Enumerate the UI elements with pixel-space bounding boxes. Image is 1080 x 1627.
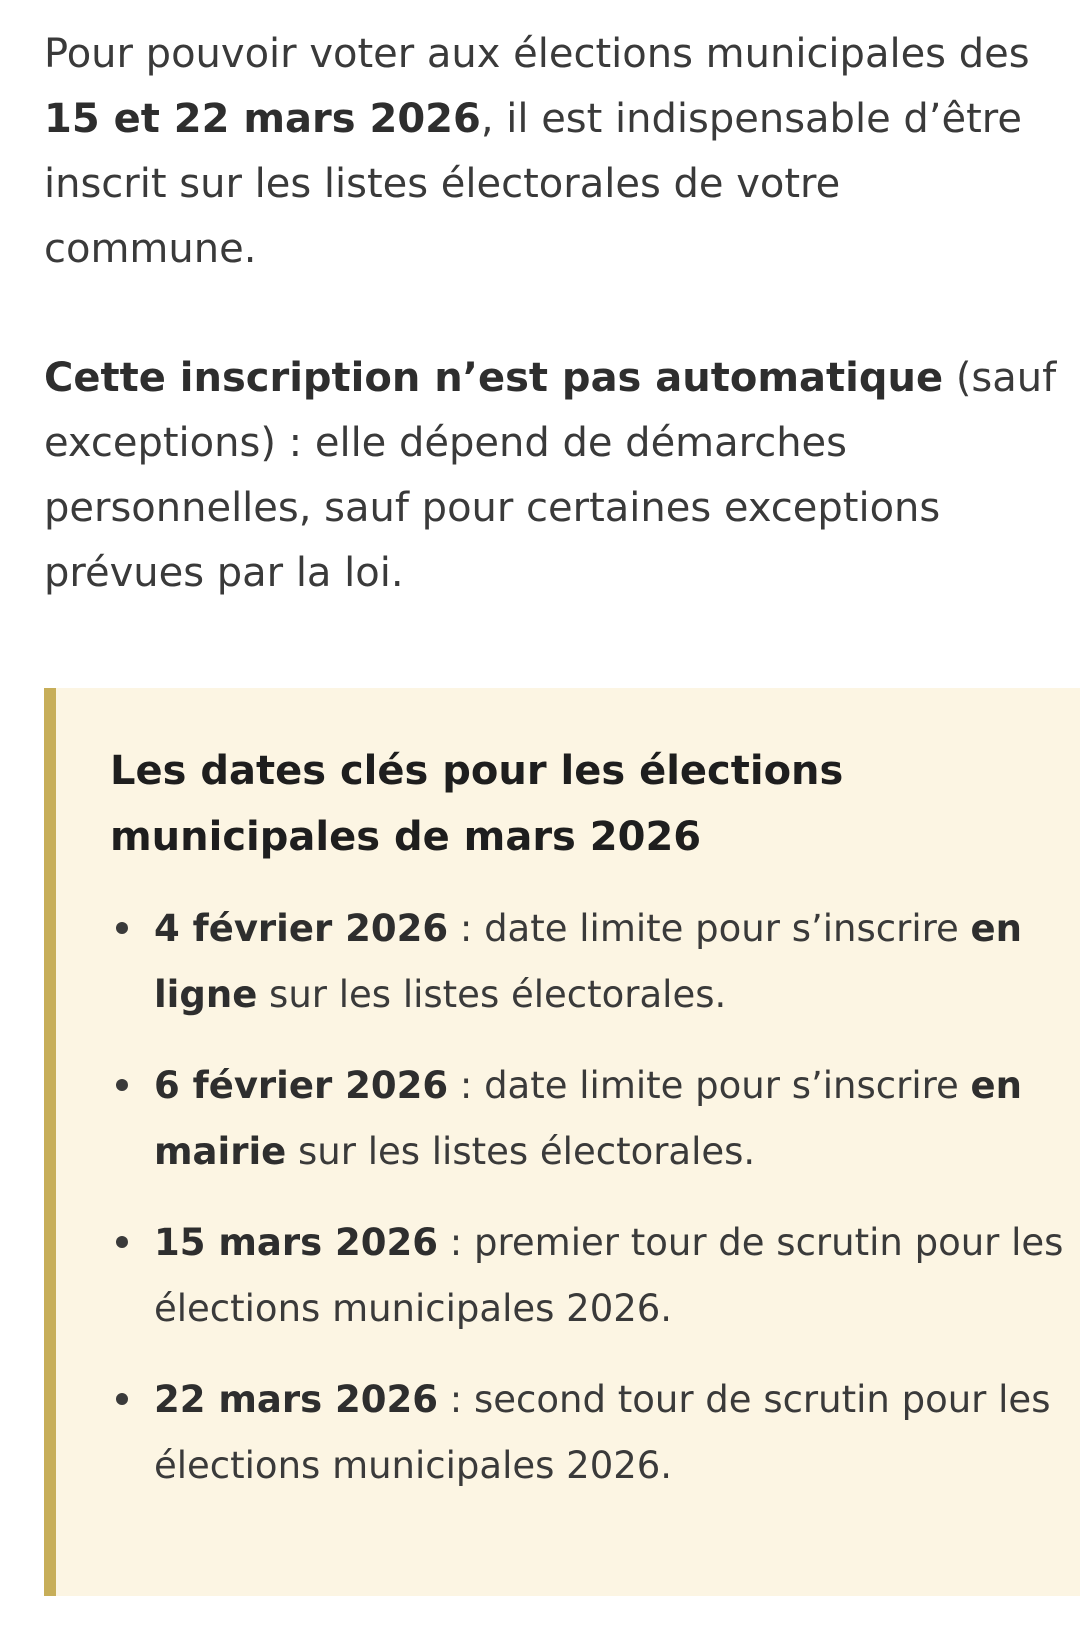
list-item xyxy=(114,1210,1063,1342)
list-item-line-1 xyxy=(154,1210,1063,1276)
date-label: 6 février 2026 xyxy=(154,1064,449,1107)
list-item-line-1 xyxy=(154,1367,1063,1433)
intro-line-3: inscrit sur les listes électorales de votre xyxy=(44,161,841,207)
list-item-emphasis: ligne xyxy=(154,973,258,1016)
callout-title-line-1: Les dates clés pour les élections xyxy=(110,748,844,794)
list-item-emphasis: en xyxy=(970,1064,1022,1107)
list-item-line-2: élections municipales 2026. xyxy=(154,1444,673,1487)
list-item-line-2 xyxy=(154,962,1063,1028)
list-item-line-2 xyxy=(154,1119,1063,1185)
notice-line-1-rest: (sauf xyxy=(943,355,1057,401)
callout-title xyxy=(110,738,843,870)
intro-paragraph xyxy=(44,22,1080,282)
key-dates-list xyxy=(114,896,1063,1524)
list-item-text: : date limite pour s’inscrire xyxy=(448,1064,971,1107)
list-item xyxy=(114,896,1063,1028)
intro-line-2 xyxy=(44,87,1080,152)
election-dates-bold: 15 et 22 mars 2026 xyxy=(44,96,481,142)
list-item-line-1 xyxy=(154,896,1063,962)
notice-line-2: exceptions) : elle dépend de démarches xyxy=(44,420,848,466)
notice-line-4: prévues par la loi. xyxy=(44,550,404,596)
date-label: 15 mars 2026 xyxy=(154,1221,439,1264)
notice-paragraph xyxy=(44,346,1080,606)
key-dates-callout xyxy=(44,688,1080,1596)
intro-line-2-rest: , il est indispensable d’être xyxy=(480,96,1022,142)
list-item xyxy=(114,1053,1063,1185)
intro-line-4: commune. xyxy=(44,226,257,272)
list-item-text: : date limite pour s’inscrire xyxy=(448,907,971,950)
list-item-emphasis: en xyxy=(970,907,1022,950)
notice-line-3: personnelles, sauf pour certaines exceptions xyxy=(44,485,941,531)
list-item-line-2: élections municipales 2026. xyxy=(154,1287,673,1330)
list-item-line-1 xyxy=(154,1053,1063,1119)
list-item-text: : premier tour de scrutin pour les xyxy=(438,1221,1064,1264)
list-item-text: sur les listes électorales. xyxy=(257,973,727,1016)
list-item-text: sur les listes électorales. xyxy=(286,1130,756,1173)
list-item xyxy=(114,1367,1063,1499)
notice-line-1 xyxy=(44,346,1080,411)
list-item-emphasis: mairie xyxy=(154,1130,287,1173)
date-label: 22 mars 2026 xyxy=(154,1378,439,1421)
list-item-text: : second tour de scrutin pour les xyxy=(438,1378,1051,1421)
bullet-icon xyxy=(116,1393,128,1405)
callout-title-line-2: municipales de mars 2026 xyxy=(110,814,702,860)
bullet-icon xyxy=(116,922,128,934)
intro-line-1: Pour pouvoir voter aux élections municipales des xyxy=(44,31,1030,77)
bullet-icon xyxy=(116,1236,128,1248)
bullet-icon xyxy=(116,1079,128,1091)
notice-bold: Cette inscription n’est pas automatique xyxy=(44,355,944,401)
date-label: 4 février 2026 xyxy=(154,907,449,950)
